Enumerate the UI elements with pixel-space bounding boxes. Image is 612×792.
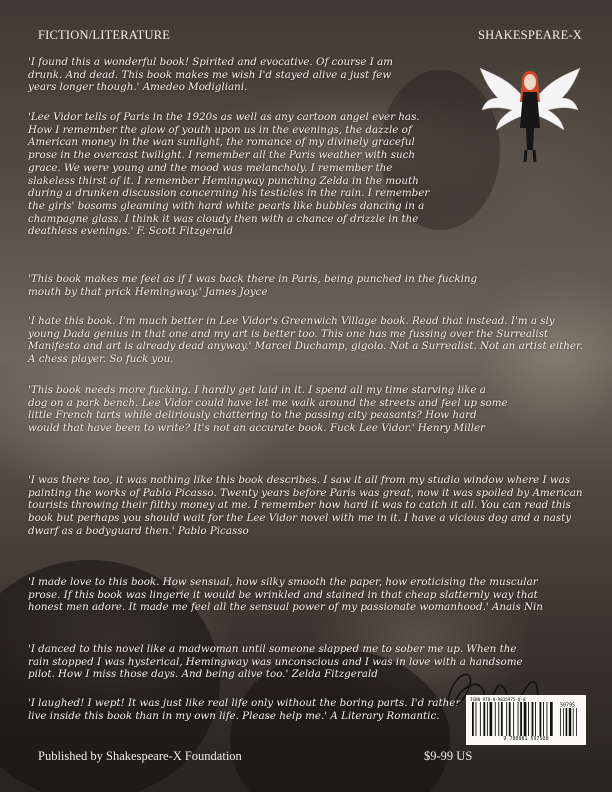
review-quote: 'I hate this book. I'm much better in Lee Vidor's Greenwich Village book. Read that instead. I'm a sly young Dada genius in that one and my art is better too. This one has me fussing over the Surrealist Manifesto and art is already dead anyway.' Marcel Duchamp, gigolo. Not a Surrealist. Not an artist either. A chess player. So fuck you. bbox=[28, 315, 584, 366]
review-quote: 'I found this a wonderful book! Spirited and evocative. Of course I am drunk. And dead. This book makes me wish I'd stayed alive a just few years longer though.' Amedeo Modigliani. bbox=[28, 56, 393, 94]
barcode-bars bbox=[470, 702, 582, 736]
isbn-barcode bbox=[466, 695, 586, 745]
category-label: FICTION/LITERATURE bbox=[38, 28, 171, 42]
price-label: $9-99 US bbox=[424, 749, 473, 763]
review-quote: 'I danced to this novel like a madwoman until someone slapped me to sober me up. When the rain stopped I was hysterical, Hemingway was unconscious and I was in love with a handsome pilot. How I miss those days. And being alive too.' Zelda Fitzgerald bbox=[28, 643, 523, 681]
barcode-addon: 50795 bbox=[560, 702, 576, 709]
review-quote: 'I was there too, it was nothing like this book describes. I saw it all from my studio window where I was painting the works of Pablo Picasso. Twenty years before Paris was great, now it was spoiled by American tourists throwing their filthy money at me. I remember how hard it was to catch it all. You can read this book but perhaps you should wait for the Lee Vidor novel with me in it. I have a vicious dog and a nasty dwarf as a bodyguard then.' Pablo Picasso bbox=[28, 474, 583, 537]
barcode-digits: 9 780981 597508 bbox=[503, 736, 549, 742]
review-quote: 'I laughed! I wept! It was just like real life only without the boring parts. I'd rather live inside this book than in my own life. Please help me.' A Literary Romantic. bbox=[28, 697, 461, 722]
publisher-line: Published by Shakespeare-X Foundation bbox=[38, 749, 242, 763]
imprint-label: SHAKESPEARE-X bbox=[478, 28, 582, 42]
isbn-number: ISBN 978-0-9815975-0-8 bbox=[470, 697, 526, 702]
review-quote: 'This book needs more fucking. I hardly get laid in it. I spend all my time starving like a dog on a park bench. Lee Vidor could have let me walk around the streets and feel up some little French tarts while deliriously chattering to the passing city peasants? How hard would that have been to write? It's not an accurate book. Fuck Lee Vidor.' Henry Miller bbox=[28, 384, 508, 435]
review-quote: 'This book makes me feel as if I was back there in Paris, being punched in the fucking mouth by that prick Hemingway.' James Joyce bbox=[28, 273, 478, 298]
review-quote: 'I made love to this book. How sensual, how silky smooth the paper, how eroticising the muscular prose. If this book was lingerie it would be wrinkled and stained in that cheap slatternly way that honest men adore. It made me feel all the sensual power of my passionate womanhood.' Anais Nin bbox=[28, 576, 543, 614]
review-quote: 'Lee Vidor tells of Paris in the 1920s as well as any cartoon angel ever has. How I remember the glow of youth upon us in the evenings, the dazzle of American money in the wan sunlight, the romance of my divinely graceful prose in the overcast twilight. I remember all the Paris weather with such grace. We were young and the mood was melancholy. I remember the slakeless thirst of it. I remember Hemingway punching Zelda in the mouth during a drunken discussion concerning his testicles in the rain. I remember the girls' bosoms gleaming with hard white pearls like bubbles dancing in a champagne glass. I think it was cloudy then with a chance of drizzle in the deathless evenings.' F. Scott Fitzgerald bbox=[28, 111, 430, 238]
angel-illustration bbox=[478, 58, 582, 170]
